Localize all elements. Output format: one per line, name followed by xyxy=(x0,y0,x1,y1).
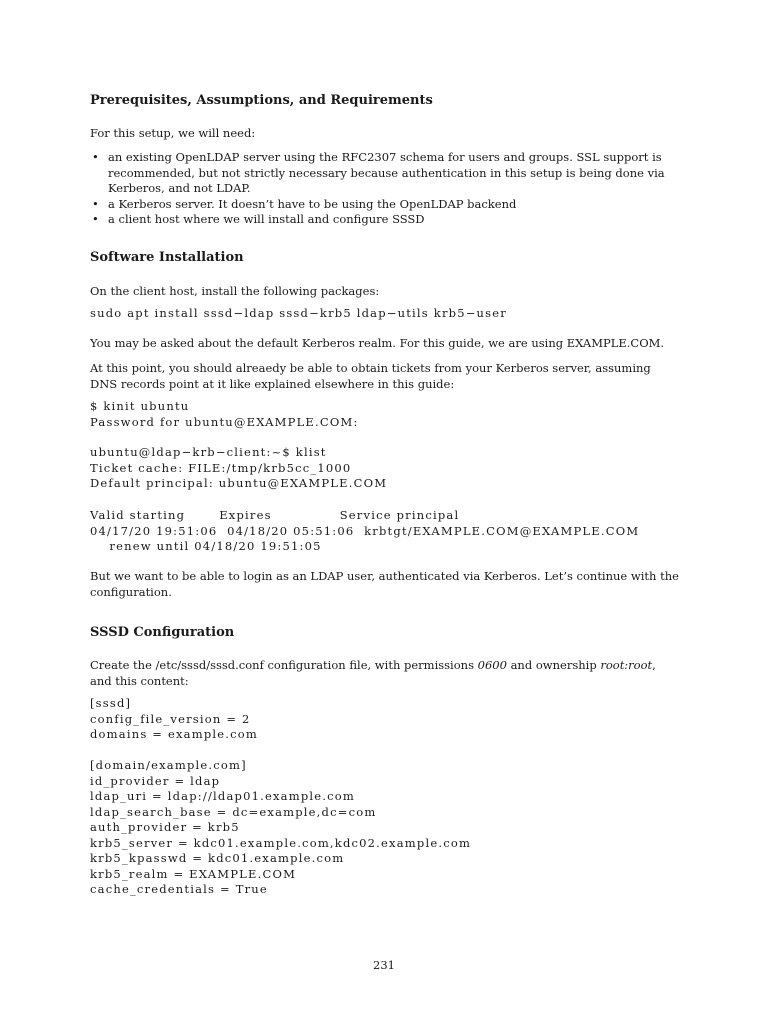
list-item xyxy=(90,212,680,228)
ownership-value: root:root xyxy=(600,658,653,672)
page-number: 231 xyxy=(373,958,395,972)
install-intro: On the client host, install the following packages: xyxy=(90,284,380,298)
sssd-conf-paragraph: Create the /etc/sssd/sssd.conf configuration file, with permissions 0600 and ownership root:root, and this content: xyxy=(90,658,656,688)
prerequisites-list xyxy=(90,150,680,228)
prerequisites-intro: For this setup, we will need: xyxy=(90,126,256,140)
tickets-paragraph: At this point, you should alreaedy be able to obtain tickets from your Kerberos server, assuming DNS records point at it like explained elsewhere in this guide: xyxy=(90,361,651,391)
list-item-text: an existing OpenLDAP server using the RFC2307 schema for users and groups. SSL support is recommended, but not strictly necessary because authentication in this setup is being done via Kerberos, and not LDAP. xyxy=(108,150,665,195)
code-install-command: sudo apt install sssd−ldap sssd−krb5 ldap−utils krb5−user xyxy=(90,306,507,320)
section-heading-software-installation: Software Installation xyxy=(90,250,244,265)
code-sssd-conf: [sssd] config_file_version = 2 domains = example.com [domain/example.com] id_provider = ldap ldap_uri = ldap://ldap01.example.com ldap_search_base = dc=example,dc=com auth_provider = krb5 krb5_server = kdc01.example.com,kdc02.example.com krb5_kpasswd = kdc01.example.com krb5_realm = EXAMPLE.COM cache_credentials = True xyxy=(90,696,472,896)
permissions-value: 0600 xyxy=(477,658,507,672)
list-item xyxy=(90,197,680,213)
continue-paragraph: But we want to be able to login as an LDAP user, authenticated via Kerberos. Let’s continue with the configuration. xyxy=(90,569,679,599)
list-item-text: a client host where we will install and configure SSSD xyxy=(108,212,425,226)
bullet-icon: • xyxy=(92,150,99,164)
bullet-icon: • xyxy=(92,196,99,211)
code-tickets: Valid starting Expires Service principal 04/17/20 19:51:06 04/18/20 05:51:06 krbtgt/EXAMPLE.COM@EXAMPLE.COM renew until 04/18/20 19:51:05 xyxy=(90,508,640,553)
bullet-icon: • xyxy=(92,212,99,226)
section-heading-prerequisites: Prerequisites, Assumptions, and Requirements xyxy=(90,93,433,108)
section-heading-sssd-configuration: SSSD Configuration xyxy=(90,625,235,640)
code-klist: ubuntu@ldap−krb−client:~$ klist Ticket cache: FILE:/tmp/krb5cc_1000 Default principal: ubuntu@EXAMPLE.COM xyxy=(90,445,388,490)
list-item-text: a Kerberos server. It doesn’t have to be using the OpenLDAP backend xyxy=(108,196,517,211)
code-kinit: $ kinit ubuntu Password for ubuntu@EXAMPLE.COM: xyxy=(90,399,359,429)
realm-paragraph: You may be asked about the default Kerberos realm. For this guide, we are using EXAMPLE.COM. xyxy=(90,336,665,350)
list-item xyxy=(90,150,680,197)
